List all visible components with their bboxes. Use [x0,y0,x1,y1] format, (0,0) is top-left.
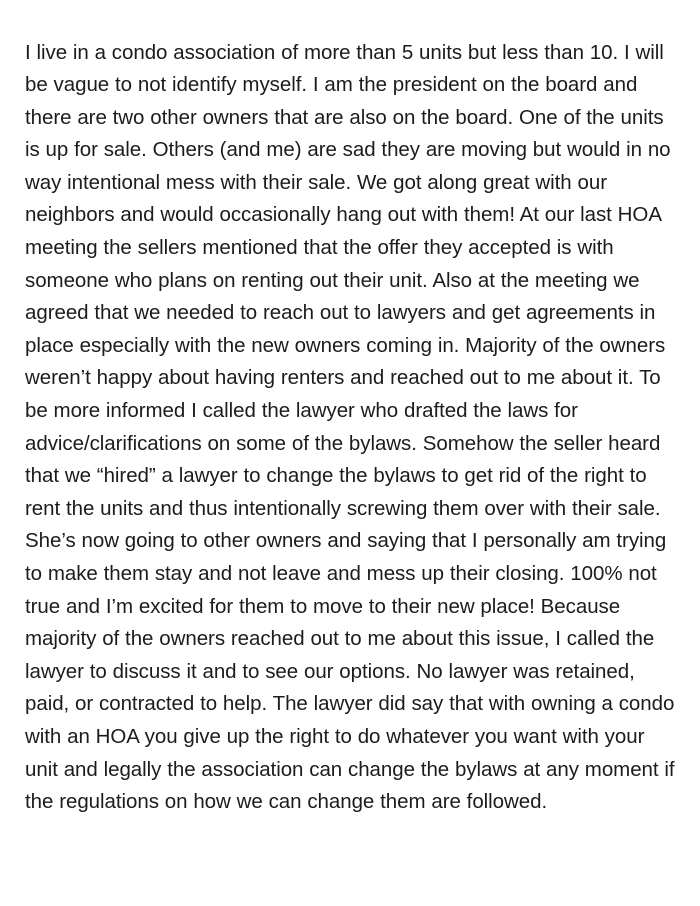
post-body-text: I live in a condo association of more than 5 units but less than 10. I will be vague to not identify myself. I am the president on the board and there are two other owners that are also on the board. One of the units is up for sale. Others (and me) are sad they are moving but would in no way intentional mess with their sale. We got along great with our neighbors and would occasionally hang out with them! At our last HOA meeting the sellers mentioned that the offer they accepted is with someone who plans on renting out their unit. Also at the meeting we agreed that we needed to reach out to lawyers and get agreements in place especially with the new owners coming in. Majority of the owners weren’t happy about having renters and reached out to me about it. To be more informed I called the lawyer who drafted the laws for advice/clarifications on some of the bylaws. Somehow the seller heard that we “hired” a lawyer to change the bylaws to get rid of the right to rent the units and thus intentionally screwing them over with their sale. She’s now going to other owners and saying that I personally am trying to make them stay and not leave and mess up their closing. 100% not true and I’m excited for them to move to their new place! Because majority of the owners reached out to me about this issue, I called the lawyer to discuss it and to see our options. No lawyer was retained, paid, or contracted to help. The lawyer did say that with owning a condo with an HOA you give up the right to do whatever you want with your unit and legally the association can change the bylaws at any moment if the regulations on how we can change them are followed. [25,40,681,814]
